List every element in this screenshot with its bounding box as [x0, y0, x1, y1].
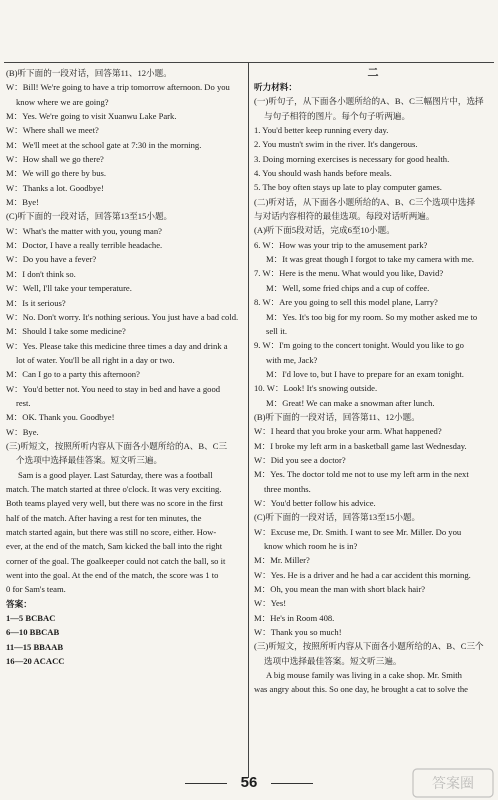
right-line: (一)听句子，从下面各小题所给的A、B、C三幅图片中，选择 — [254, 96, 484, 107]
left-line: match started again, but there was still no score, either. How- — [6, 527, 217, 537]
left-line: went into the goal. At the end of the match, the score was 1 to — [6, 570, 219, 581]
left-line: know where we are going? — [16, 96, 109, 107]
left-line: 6—10 BBCAB — [6, 627, 60, 638]
left-line: W：No. Don't worry. It's nothing serious. You just have a bad cold. — [6, 311, 239, 322]
right-line: 9. W：I'm going to the concert tonight. Would you like to go — [254, 340, 464, 351]
left-line: W：Bye. — [6, 426, 39, 437]
left-line: half of the match. After having a rest for ten minutes, the — [6, 512, 202, 523]
left-line: M：We will go there by bus. — [6, 168, 107, 179]
column-divider — [248, 62, 249, 778]
right-line: M：I'd love to, but I have to prepare for an exam tonight. — [266, 368, 464, 379]
right-line: W：Did you see a doctor? — [254, 454, 346, 465]
left-line: 答案： — [6, 598, 32, 609]
right-line: W：Yes. He is a driver and he had a car accident this morning. — [254, 569, 471, 580]
left-line: M：We'll meet at the school gate at 7:30 in the morning. — [6, 139, 202, 150]
left-line: 11—15 BBAAB — [6, 641, 64, 652]
left-line: M：Bye! — [6, 197, 39, 208]
right-line: know which room he is in? — [264, 541, 358, 551]
right-line: M：It was great though I forgot to take my camera with me. — [266, 254, 474, 265]
left-line: rest. — [16, 397, 31, 408]
left-line: W：Well, I'll take your temperature. — [6, 283, 132, 294]
right-line: (A)听下面5段对话，完成6至10小题。 — [254, 225, 395, 236]
right-line: (二)听对话，从下面各小题所给的A、B、C三个选项中选择 — [254, 196, 476, 207]
top-rule — [4, 62, 494, 63]
left-line: Both teams played very well, but there was no score in the first — [6, 498, 223, 509]
right-line: 与对话内容相符的最佳选项。每段对话听两遍。 — [254, 211, 435, 222]
left-line: M：Yes. We're going to visit Xuanwu Lake Park. — [6, 111, 177, 122]
watermark-text: 答案圈 — [432, 776, 474, 792]
left-line: 0 for Sam's team. — [6, 584, 66, 595]
right-line: M：Yes. The doctor told me not to use my left arm in the next — [254, 469, 469, 480]
left-line: W：How shall we go there? — [6, 154, 104, 165]
left-line: 个选项中选择最佳答案。短文听三遍。 — [16, 455, 163, 466]
left-line: M：Can I go to a party this afternoon? — [6, 369, 140, 380]
left-line: M：Is it serious? — [6, 297, 66, 308]
right-line: W：Yes! — [254, 598, 287, 609]
left-line: lot of water. You'll be all right in a day or two. — [16, 354, 175, 365]
right-line: W：I heard that you broke your arm. What happened? — [254, 426, 442, 437]
left-line: (B)听下面的一段对话，回答第11、12小题。 — [6, 68, 172, 78]
left-line: (C)听下面的一段对话，回答第13至15小题。 — [6, 211, 173, 222]
right-line: with me, Jack? — [266, 354, 318, 365]
right-line: M：I broke my left arm in a basketball game last Wednesday. — [254, 440, 467, 451]
watermark-logo-icon — [412, 768, 494, 798]
right-line: (C)听下面的一段对话，回答第13至15小题。 — [254, 512, 421, 523]
right-line: 选项中选择最佳答案。短文听三遍。 — [264, 655, 402, 666]
left-line: ever, at the end of the match, Sam kicked the ball into the right — [6, 541, 223, 552]
right-line: 8. W：Are you going to sell this model plane, Larry? — [254, 297, 438, 308]
footer-rule-right — [271, 783, 313, 784]
left-line: match. The match started at three o'clock. It was very exciting. — [6, 483, 222, 494]
left-line: M：Should I take some medicine? — [6, 326, 126, 337]
left-line: W：Yes. Please take this medicine three times a day and drink a — [6, 340, 228, 351]
left-line: Sam is a good player. Last Saturday, there was a football — [18, 469, 213, 480]
right-line: 听力材料： — [254, 82, 297, 92]
right-line: sell it. — [266, 325, 288, 336]
right-line: 1. You'd better keep running every day. — [254, 125, 389, 136]
right-line: M：Oh, you mean the man with short black hair? — [254, 584, 426, 595]
right-line: M：Yes. It's too big for my room. So my mother asked me to — [266, 311, 478, 322]
left-line: W：Thanks a lot. Goodbye! — [6, 182, 104, 193]
right-line: (B)听下面的一段对话，回答第11、12小题。 — [254, 411, 420, 422]
left-column — [6, 66, 246, 668]
left-line: W：What's the matter with you, young man? — [6, 225, 162, 236]
left-line: (三)听短文，按照所听内容从下面各小题所给的A、B、C三 — [6, 440, 228, 451]
right-line: 6. W：How was your trip to the amusement park? — [254, 239, 428, 250]
section-mark: 二 — [367, 67, 379, 79]
left-line: W：Do you have a fever? — [6, 254, 97, 265]
right-line: 10. W：Look! It's snowing outside. — [254, 383, 378, 394]
right-line: W：Excuse me, Dr. Smith. I want to see Mr. Miller. Do you — [254, 526, 462, 537]
footer-rule-left — [185, 783, 227, 784]
right-line: three months. — [264, 483, 311, 494]
right-line: 与句子相符的图片。每个句子听两遍。 — [264, 110, 411, 121]
right-line: A big mouse family was living in a cake shop. Mr. Smith — [266, 670, 462, 681]
left-line: 16—20 ACACC — [6, 656, 65, 667]
right-line: M：Great! We can make a snowman after lunch. — [266, 397, 435, 408]
left-line: W：You'd better not. You need to stay in bed and have a good — [6, 383, 221, 394]
right-line: 5. The boy often stays up late to play computer games. — [254, 182, 442, 193]
right-line: M：Well, some fried chips and a cup of coffee. — [266, 282, 430, 293]
left-line: M：OK. Thank you. Goodbye! — [6, 412, 115, 423]
right-line: was angry about this. So one day, he brought a cat to solve the — [254, 684, 468, 695]
page-number: 56 — [240, 774, 258, 791]
left-line: W：Bill! We're going to have a trip tomorrow afternoon. Do you — [6, 82, 230, 93]
right-line: W：You'd better follow his advice. — [254, 497, 376, 508]
left-line: M：Doctor, I have a really terrible headache. — [6, 240, 163, 251]
right-line: 4. You should wash hands before meals. — [254, 168, 392, 179]
right-line: M：Mr. Miller? — [254, 555, 310, 566]
right-line: 3. Doing morning exercises is necessary for good health. — [254, 153, 450, 164]
left-line: 1—5 BCBAC — [6, 613, 56, 624]
left-line: W：Where shall we meet? — [6, 125, 99, 136]
left-line: M：I don't think so. — [6, 268, 76, 279]
right-line: 2. You mustn't swim in the river. It's dangerous. — [254, 139, 418, 150]
right-line: M：He's in Room 408. — [254, 612, 335, 623]
right-column — [254, 66, 492, 697]
right-line: 7. W：Here is the menu. What would you like, David? — [254, 268, 444, 279]
right-line: W：Thank you so much! — [254, 627, 342, 638]
right-line: (三)听短文，按照所听内容从下面各小题所给的A、B、C三个 — [254, 641, 484, 652]
left-line: corner of the goal. The goalkeeper could not catch the ball, so it — [6, 555, 226, 566]
